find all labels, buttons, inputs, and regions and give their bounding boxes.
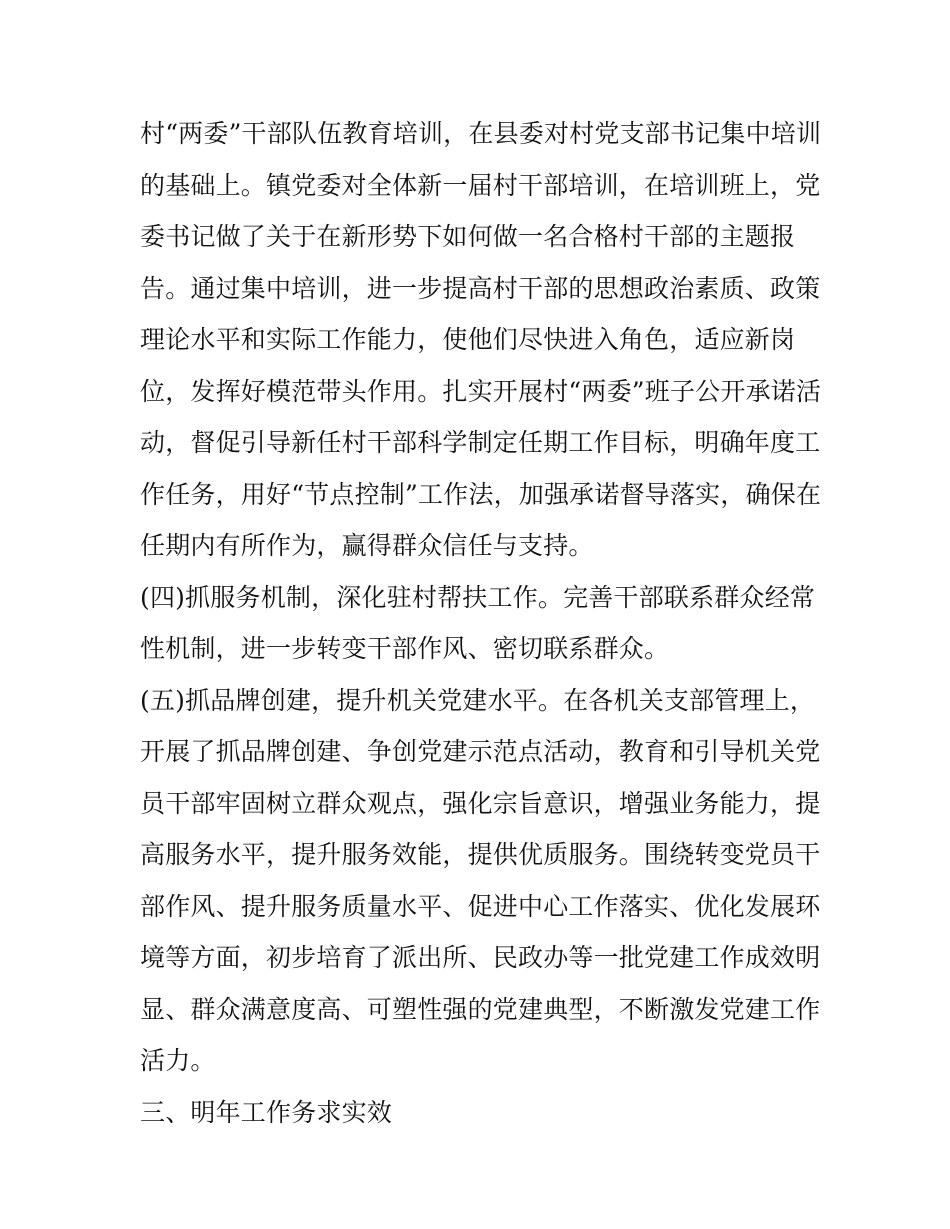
text-line: 部作风、提升服务质量水平、促进中心工作落实、优化发展环: [140, 891, 821, 921]
section-heading-5: (五)抓品牌创建，提升机关党建水平。在各机关支部管理上，: [140, 685, 816, 715]
text-line: 告。通过集中培训，进一步提高村干部的思想政治素质、政策: [140, 273, 821, 303]
text-line: 理论水平和实际工作能力，使他们尽快进入角色，适应新岗: [140, 325, 796, 354]
text-line: 性机制，进一步转变干部作风、密切联系群众。: [140, 634, 670, 663]
text-line: 位，发挥好模范带头作用。扎实开展村“两委”班子公开承诺活: [140, 376, 822, 406]
chapter-heading-3: 三、明年工作务求实效: [140, 1097, 393, 1127]
text-line: 委书记做了关于在新形势下如何做一名合格村干部的主题报: [140, 222, 796, 251]
text-line: 作任务，用好“节点控制”工作法，加强承诺督导落实，确保在: [140, 479, 822, 509]
text-line: 高服务水平，提升服务效能，提供优质服务。围绕转变党员干: [140, 840, 821, 869]
text-line: 的基础上。镇党委对全体新一届村干部培训，在培训班上，党: [140, 170, 821, 200]
text-line: 显、群众满意度高、可塑性强的党建典型，不断激发党建工作: [140, 994, 821, 1024]
body-text: [140, 108, 820, 1138]
text-line: 境等方面，初步培育了派出所、民政办等一批党建工作成效明: [140, 943, 821, 972]
text-line: 开展了抓品牌创建、争创党建示范点活动，教育和引导机关党: [140, 737, 821, 766]
section-heading-4: (四)抓服务机制，深化驻村帮扶工作。完善干部联系群众经常: [140, 582, 816, 612]
text-line: 任期内有所作为，赢得群众信任与支持。: [140, 531, 594, 560]
text-line: 动，督促引导新任村干部科学制定任期工作目标，明确年度工: [140, 428, 821, 457]
text-line: 员干部牢固树立群众观点，强化宗旨意识，增强业务能力，提: [140, 788, 821, 818]
text-line: 活力。: [140, 1046, 216, 1075]
text-line: 村“两委”干部队伍教育培训，在县委对村党支部书记集中培训: [140, 119, 822, 148]
